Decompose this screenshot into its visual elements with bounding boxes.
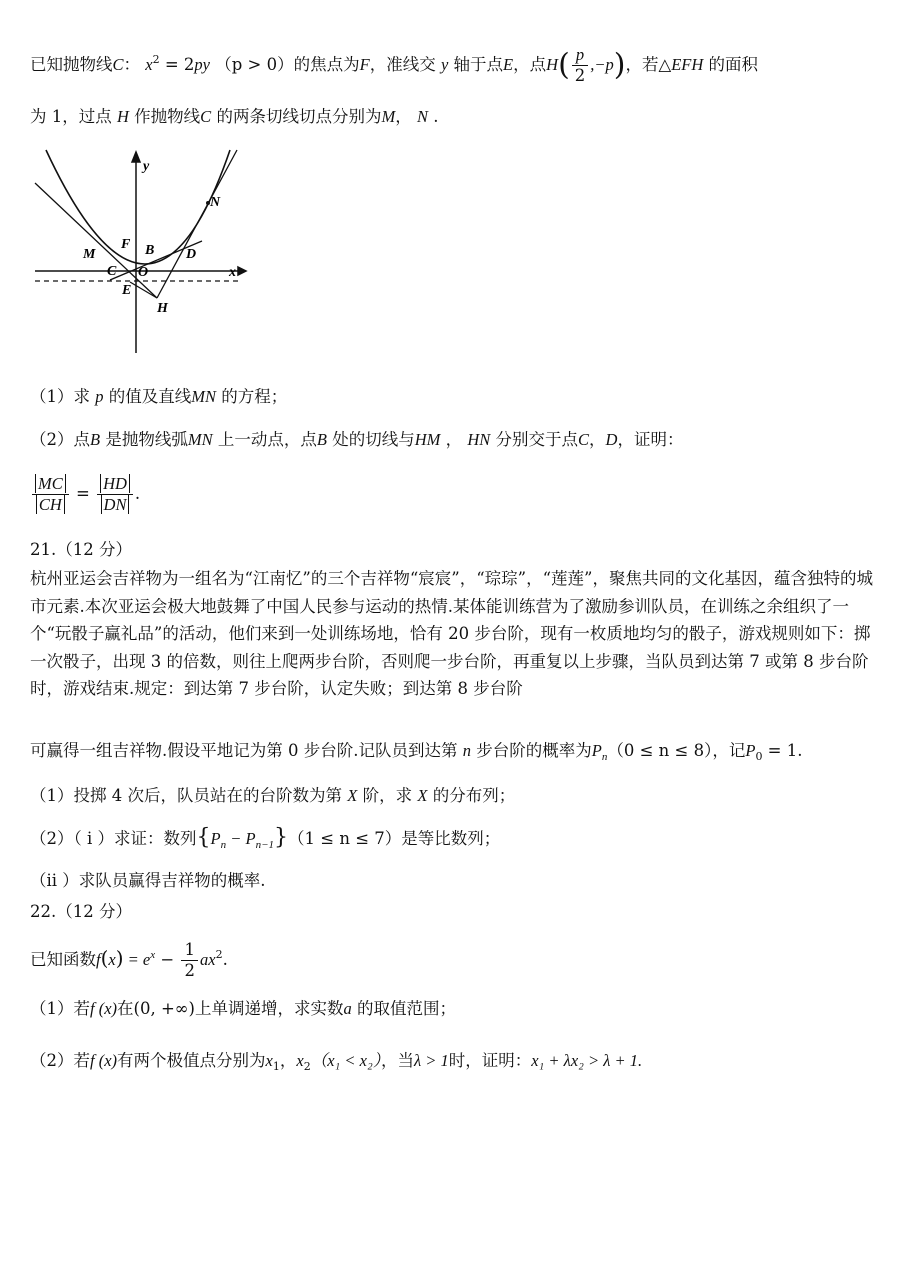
var-P: P	[210, 829, 221, 848]
text: 是抛物线弧	[105, 430, 188, 449]
lambda-condition: λ > 1	[413, 1051, 449, 1070]
var-B: B	[316, 430, 327, 449]
text: 的方程；	[221, 387, 288, 406]
var-x: x	[296, 1051, 304, 1070]
label-y: y	[143, 159, 150, 174]
text: 有两个极值点分别为	[117, 1051, 266, 1070]
var-C: C	[578, 430, 590, 449]
var-a: a	[343, 999, 352, 1018]
text: ，	[445, 430, 463, 449]
q21-part-2ii: （ii ）求队员赢得吉祥物的概率.	[30, 871, 266, 890]
coord-rest: ,−p	[590, 55, 614, 74]
text: 已知抛物线	[30, 55, 113, 74]
text: ，点	[513, 55, 547, 74]
var-X: X	[417, 786, 428, 805]
text: ，当	[380, 1051, 414, 1070]
text: 轴于点	[453, 55, 504, 74]
var-B: B	[90, 430, 101, 449]
text: ，	[279, 1051, 297, 1070]
text: ，记	[712, 741, 746, 760]
frac-den: 2	[184, 961, 195, 980]
subscript: 0	[755, 750, 763, 763]
text: 的焦点为	[293, 55, 360, 74]
q21-body: 杭州亚运会吉祥物为一组名为“江南忆”的三个吉祥物“宸宸”，“琮琮”，“莲莲”，聚焦共同的文化基因，蕴含独特的城市元素.本次亚运会极大地鼓舞了中国人民参与运动的热情.某体能训练营为了激励参训队员，在训练之余组织了一个“玩骰子赢礼品”的活动，他们来到一处训练场地，恰有 20 步台阶，现有一枚质地均匀的骰子，游戏规则如下：掷一次骰子，出现 3 的倍数，则往上爬两步台阶，否则爬一步台阶，再重复以上步骤，当队员到达第 7 或第 8 步台阶时，游戏结束.规定：到达第 7 步台阶，认定失败；到达第 8 步台阶	[30, 569, 873, 698]
q20-part-2	[30, 427, 683, 453]
label-D: D	[186, 247, 197, 262]
text: （2）若	[30, 1051, 90, 1070]
var-y: y	[440, 55, 449, 74]
var-MN: MN	[187, 430, 213, 449]
frac-num: 1	[181, 940, 198, 961]
text: ，证明：	[617, 430, 684, 449]
brace-left: {	[196, 825, 211, 850]
var-x: x	[145, 55, 153, 74]
range: （0 ≤ n ≤ 8）	[607, 741, 713, 760]
q20-line-1	[30, 40, 759, 85]
paren-left: (	[558, 47, 570, 83]
text: ，准线交	[369, 55, 436, 74]
text: 作抛物线	[134, 107, 201, 126]
label-C: C	[107, 264, 117, 279]
q21-body-line-last	[30, 734, 803, 768]
abs-HD: HD	[100, 474, 130, 493]
parabola-curve	[46, 150, 230, 264]
q22-part-2	[30, 1046, 642, 1076]
var-X: X	[347, 786, 358, 805]
text: ，	[589, 430, 606, 449]
var-n: n	[462, 741, 471, 760]
subscript: 1	[272, 1060, 280, 1073]
frac-num: p	[572, 45, 589, 66]
text: ：	[123, 55, 141, 74]
condition: （x₁ < x₂）	[310, 1051, 381, 1070]
label-M: M	[83, 247, 96, 262]
exponent: 2	[215, 948, 223, 961]
frac-den: 2	[574, 66, 586, 85]
label-E: E	[122, 283, 132, 298]
conclusion: x₁ + λx₂ > λ + 1.	[531, 1051, 643, 1070]
var-N: N	[416, 107, 428, 126]
label-B: B	[145, 243, 155, 258]
label-H: H	[157, 301, 168, 316]
exponent: x	[150, 949, 156, 961]
var-F: F	[359, 55, 370, 74]
text: （1）投掷 4 次后，队员站在的台阶数为第	[30, 786, 342, 805]
y-axis-arrow	[132, 152, 140, 162]
fraction-MC-CH	[32, 474, 69, 515]
var-p: p	[95, 387, 104, 406]
text: 已知函数	[30, 950, 96, 969]
text: 的两条切线切点分别为	[216, 107, 382, 126]
q21-heading: 21.（12 分）	[30, 540, 132, 559]
subscript: n	[601, 751, 608, 763]
q22-part-1	[30, 994, 456, 1024]
text: 阶，求	[362, 786, 413, 805]
abs-MC: MC	[35, 474, 66, 493]
text: 时，证明：	[448, 1051, 532, 1070]
minus: −	[155, 950, 180, 969]
text: 为 1，过点	[30, 107, 112, 126]
var-D: D	[605, 430, 618, 449]
text: 步台阶的概率为	[476, 741, 592, 760]
var-EFH: EFH	[671, 55, 704, 74]
text: .	[433, 107, 439, 126]
text: 是等比数列；	[401, 829, 501, 848]
interval: (0, +∞)	[133, 999, 195, 1018]
text: （2）点	[30, 430, 90, 449]
text: 可赢得一组吉祥物.假设平地记为第 0 步台阶.记队员到达第	[30, 741, 458, 760]
label-F: F	[121, 237, 131, 252]
var-ax: ax	[199, 950, 216, 969]
condition: （p > 0）	[215, 55, 294, 74]
var-x: x	[265, 1051, 273, 1070]
subscript: 2	[303, 1060, 311, 1073]
q21-part-1	[30, 783, 515, 809]
q20-line-2	[30, 104, 438, 130]
text: 的分布列；	[432, 786, 516, 805]
var-H: H	[546, 55, 559, 74]
fraction-HD-DN	[97, 474, 133, 515]
q20-ratio-equation	[30, 466, 140, 522]
f-of-x: f (x)	[90, 1051, 118, 1070]
range: （1 ≤ n ≤ 7）	[288, 829, 402, 848]
var-C: C	[200, 107, 212, 126]
var-x: x	[108, 950, 116, 969]
var-MN: MN	[191, 387, 216, 406]
abs-CH: CH	[36, 495, 65, 514]
period: .	[222, 950, 228, 969]
var-M: M	[381, 107, 396, 126]
text: （2）（ i ）求证：数列	[30, 829, 197, 848]
var-P: P	[745, 741, 756, 760]
var-H: H	[117, 107, 129, 126]
var-P: − P	[226, 829, 256, 848]
label-O: O	[138, 265, 149, 280]
parabola-figure	[30, 148, 252, 358]
text: 的取值范围；	[356, 999, 456, 1018]
fraction-one-half	[181, 940, 198, 981]
exponent: 2	[152, 53, 160, 66]
text: 的面积	[708, 55, 759, 74]
text: = e	[123, 950, 151, 969]
q21-part-2i	[30, 823, 500, 853]
period: .	[134, 484, 141, 503]
var-C: C	[112, 55, 124, 74]
equals: =	[70, 484, 96, 503]
q22-heading: 22.（12 分）	[30, 902, 132, 921]
var-py: py	[194, 55, 210, 74]
label-N: N	[210, 195, 221, 210]
var-f: f	[96, 950, 101, 969]
text: = 2	[159, 55, 195, 74]
text: 分别交于点	[495, 430, 579, 449]
brace-right: }	[274, 825, 289, 850]
subscript: n−1	[255, 839, 275, 851]
f-of-x: f (x)	[90, 999, 118, 1018]
text: 的值及直线	[108, 387, 192, 406]
text: 上一动点，点	[217, 430, 317, 449]
q22-function: 已知函数$f(x) = e^x$ − $\frac{1}{2}$ $ax^2$.	[30, 940, 228, 980]
text: 在	[117, 999, 134, 1018]
var-P: P	[591, 741, 602, 760]
abs-DN: DN	[101, 495, 130, 514]
text: 上单调递增，求实数	[194, 999, 344, 1018]
text: （1）若	[30, 999, 90, 1018]
tangent-HN	[157, 150, 237, 298]
fraction-p-over-2	[572, 45, 589, 86]
q20-part-1	[30, 384, 287, 410]
var-HN: HN	[467, 430, 491, 449]
var-HM: HM	[414, 430, 441, 449]
text: ，若△	[625, 55, 672, 74]
text: = 1.	[762, 741, 803, 760]
paren-right: )	[613, 47, 626, 83]
text: （1）求	[30, 387, 90, 406]
text: ，	[395, 107, 412, 126]
subscript: n	[220, 839, 227, 851]
var-E: E	[503, 55, 514, 74]
label-x: x	[229, 265, 236, 280]
x-axis-arrow	[238, 267, 246, 275]
text: 处的切线与	[332, 430, 415, 449]
